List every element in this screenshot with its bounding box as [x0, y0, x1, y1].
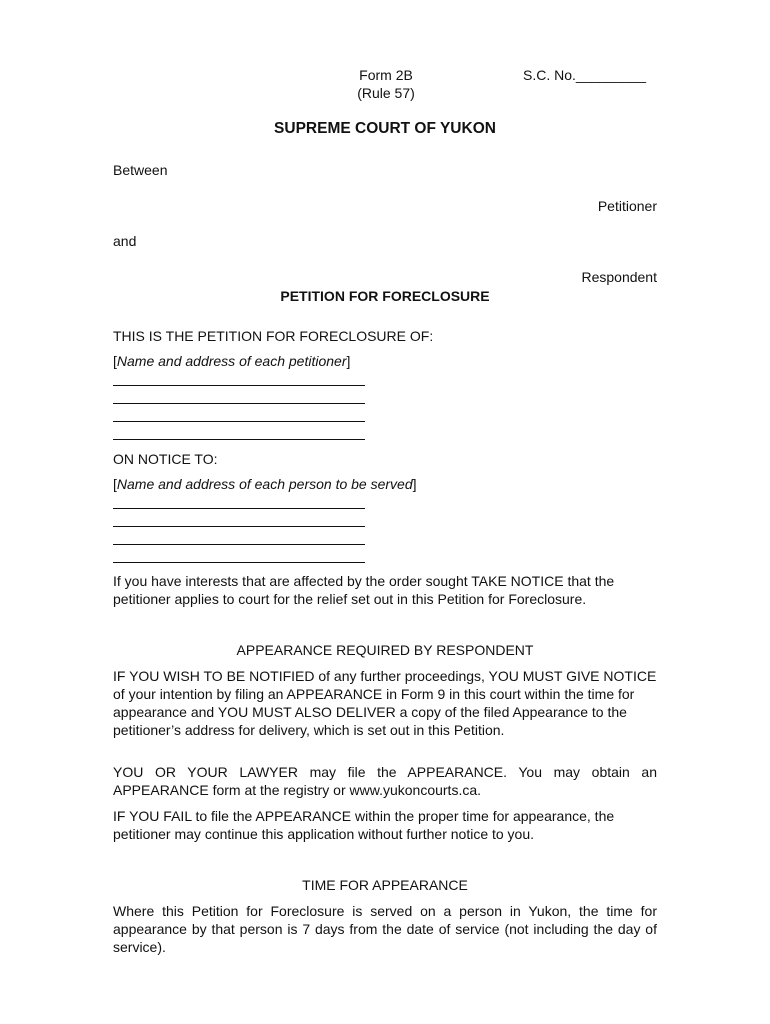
hint-bracket-open: [	[113, 353, 117, 369]
notice-to-heading: ON NOTICE TO:	[113, 451, 218, 467]
court-name: SUPREME COURT OF YUKON	[274, 120, 496, 137]
take-notice-paragraph: If you have interests that are affected by the order sought TAKE NOTICE that the petitioner applies to court for the relief set out in this Petition for Foreclosure.	[113, 573, 615, 607]
petitioner-line-2[interactable]	[113, 403, 365, 404]
petitioner-line-4[interactable]	[113, 439, 365, 440]
appearance-paragraph-1: IF YOU WISH TO BE NOTIFIED of any further proceedings, YOU MUST GIVE NOTICE of your intention by filing an APPEARANCE in Form 9 in this court within the time for appearance and YOU MUST ALSO DELIVER a copy of the filed Appearance to the petitioner’s address for delivery, which is set out in this Petition.	[113, 668, 657, 738]
form-rule: (Rule 57)	[357, 85, 415, 101]
and-label: and	[113, 233, 137, 249]
petitioner-line-3[interactable]	[113, 421, 365, 422]
petition-of-heading: THIS IS THE PETITION FOR FORECLOSURE OF:	[113, 328, 434, 344]
served-line-2[interactable]	[113, 526, 365, 527]
appearance-heading: APPEARANCE REQUIRED BY RESPONDENT	[236, 642, 534, 658]
petitioner-hint-text: Name and address of each petitioner	[116, 353, 347, 369]
appearance-paragraph-2: YOU OR YOUR LAWYER may file the APPEARANCE. You may obtain an APPEARANCE form at the registry or www.yukoncourts.ca.	[113, 764, 657, 798]
served-hint	[113, 475, 417, 493]
served-line-3[interactable]	[113, 544, 365, 545]
time-paragraph: Where this Petition for Foreclosure is served on a person in Yukon, the time for appearance by that person is 7 days from the date of service (not including the day of service).	[113, 903, 657, 955]
between-label: Between	[113, 162, 168, 178]
served-hint-text: Name and address of each person to be served	[116, 476, 413, 492]
served-line-4[interactable]	[113, 562, 365, 563]
petitioner-label: Petitioner	[597, 198, 657, 214]
respondent-label: Respondent	[581, 269, 657, 285]
sc-number: S.C. No._________	[523, 67, 646, 83]
petitioner-hint	[113, 352, 350, 370]
appearance-paragraph-3: IF YOU FAIL to file the APPEARANCE within the proper time for appearance, the petitioner may continue this application without further notice to you.	[113, 808, 615, 842]
form-number: Form 2B	[359, 67, 413, 83]
hint-bracket-close: ]	[412, 476, 417, 492]
petitioner-line-1[interactable]	[113, 385, 365, 386]
form-number-block	[354, 66, 418, 102]
document-title: PETITION FOR FORECLOSURE	[280, 288, 490, 304]
hint-bracket-close: ]	[346, 353, 351, 369]
hint-bracket-open: [	[113, 476, 117, 492]
served-line-1[interactable]	[113, 508, 365, 509]
time-heading: TIME FOR APPEARANCE	[302, 877, 468, 893]
